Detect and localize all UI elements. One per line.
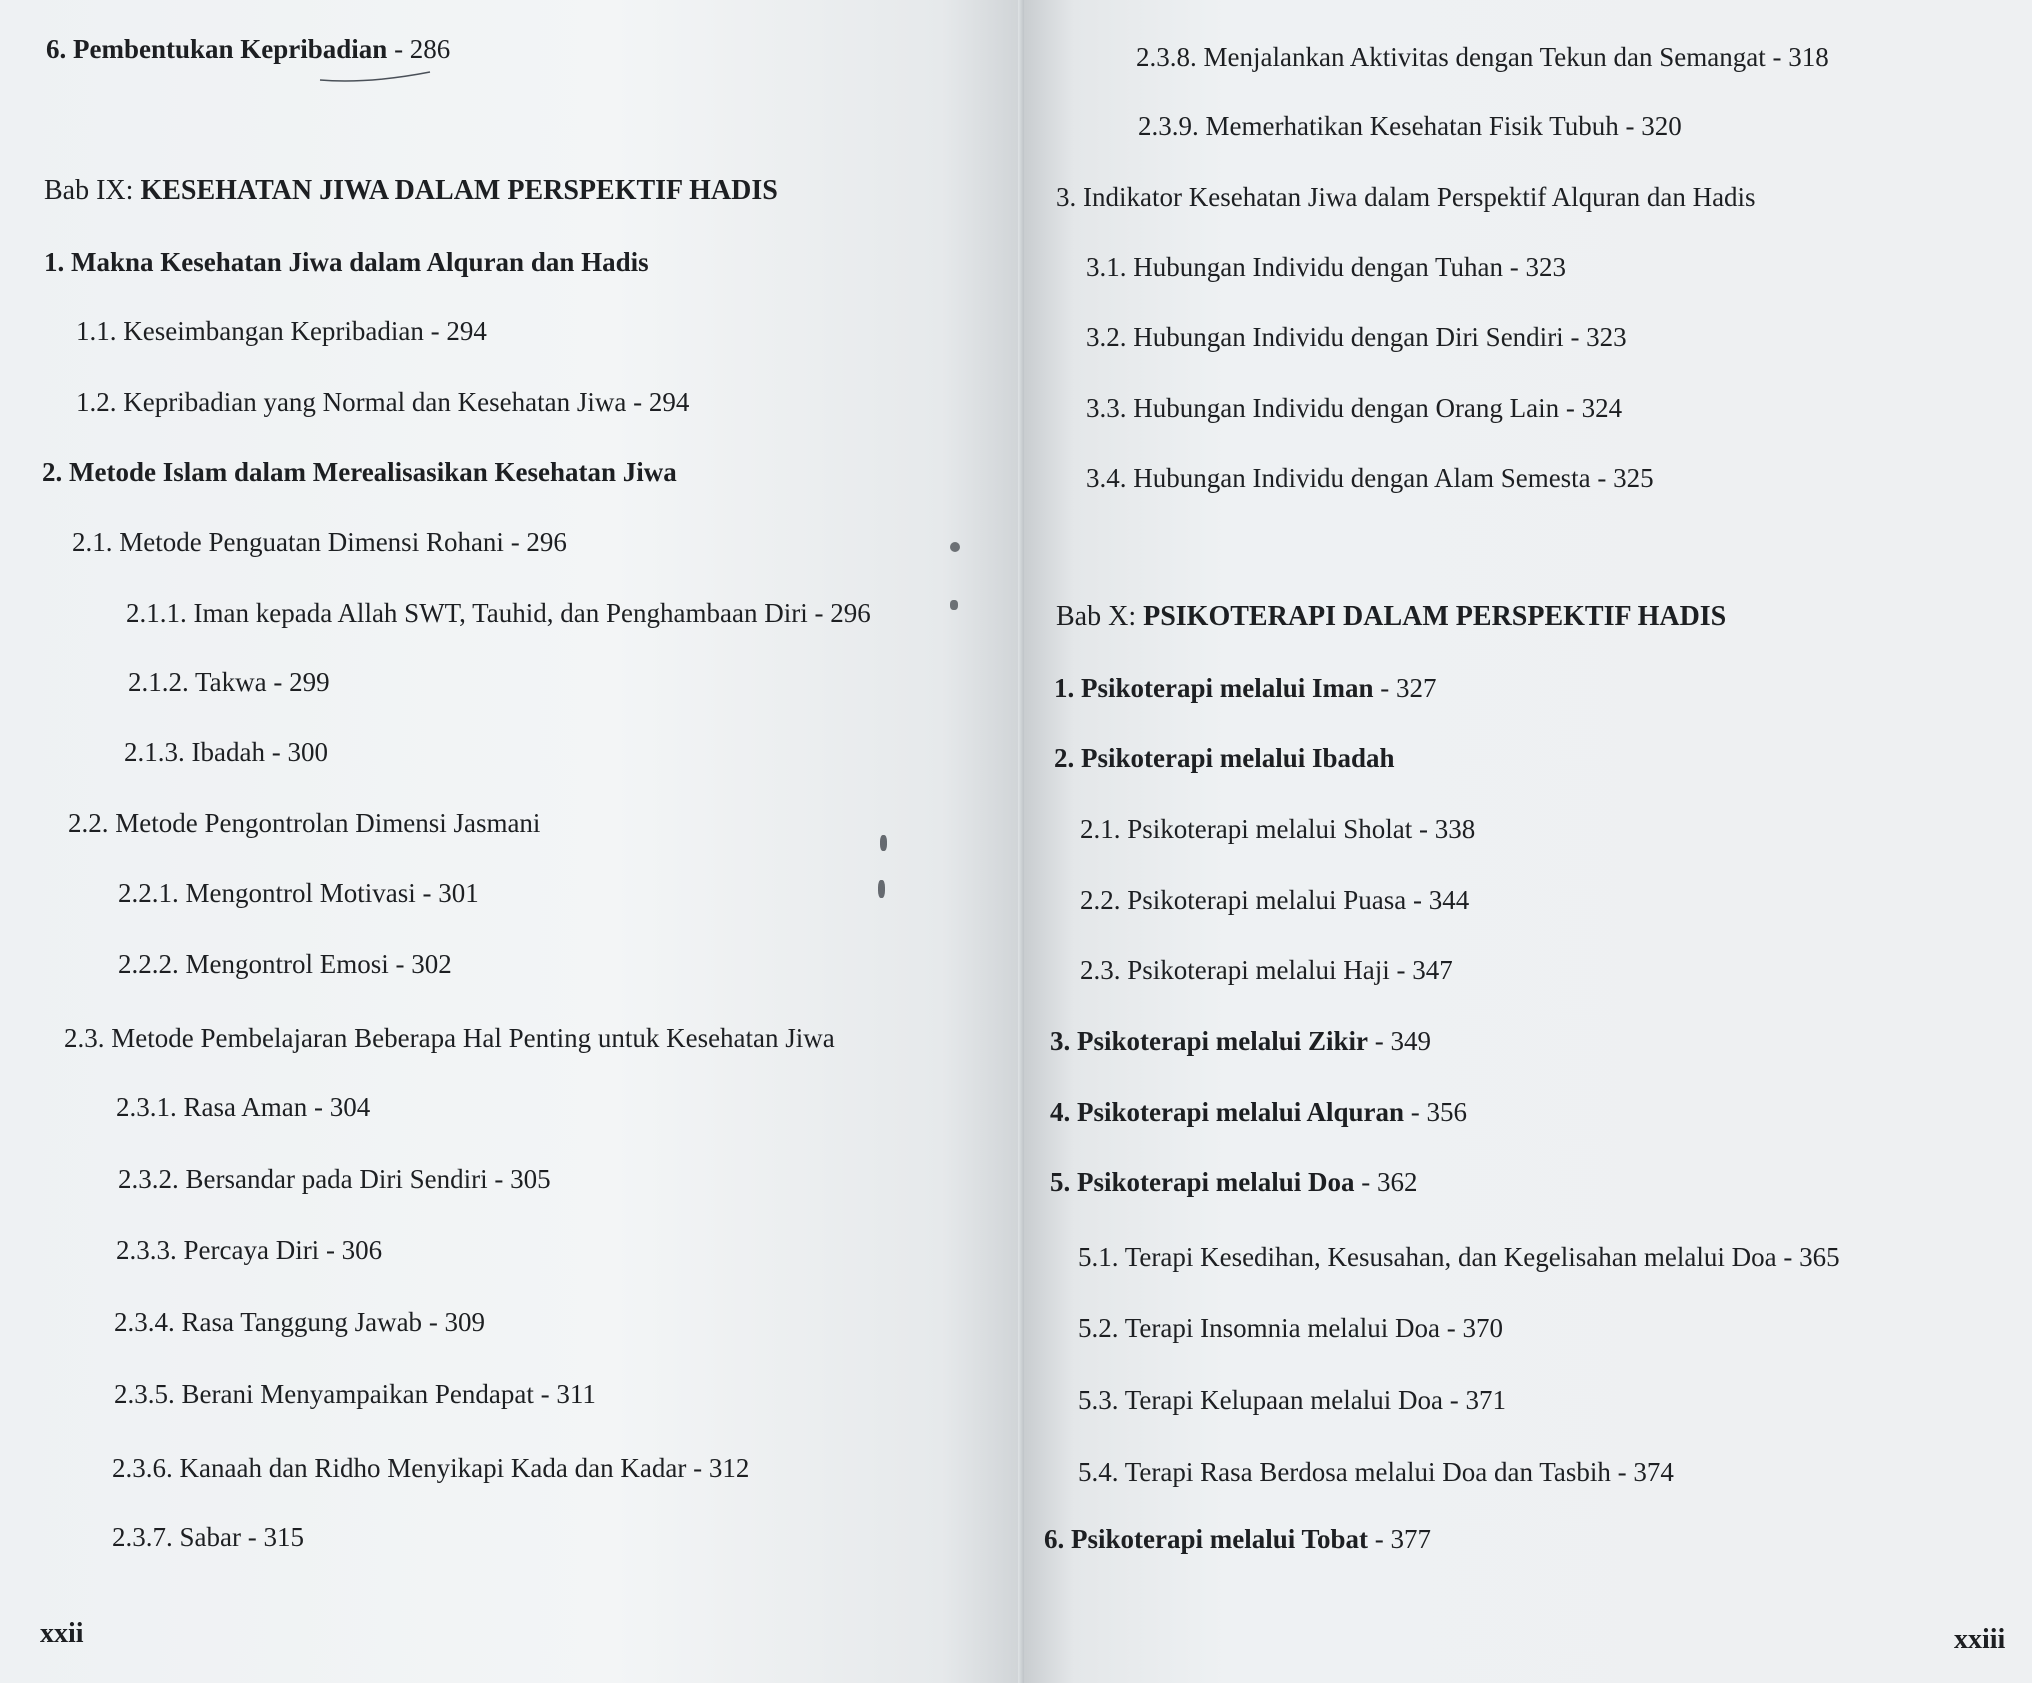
toc-entry-3-1[interactable] [1086, 250, 1566, 284]
entry-number: 2.3. [1080, 955, 1121, 985]
entry-page: - 300 [264, 737, 328, 767]
entry-page: - 323 [1502, 252, 1566, 282]
toc-section-3[interactable] [1056, 180, 1756, 214]
chapter-heading-bab-ix [44, 174, 778, 208]
entry-page: - 318 [1765, 42, 1829, 72]
entry-page: - 306 [319, 1235, 383, 1265]
toc-psikoterapi-2-3[interactable] [1080, 953, 1453, 987]
page-number-right: xxiii [1954, 1624, 2006, 1655]
entry-number: 5. [1050, 1167, 1071, 1197]
entry-number: 2.3.1. [116, 1092, 177, 1122]
entry-page: - 301 [415, 878, 479, 908]
toc-psikoterapi-2-1[interactable] [1080, 812, 1475, 846]
toc-psikoterapi-6[interactable] [1044, 1522, 1431, 1556]
entry-number: 2.1. [1080, 814, 1121, 844]
entry-page: - 327 [1373, 673, 1437, 703]
entry-title: Kepribadian yang Normal dan Kesehatan Jiwa [123, 387, 627, 417]
entry-title: Rasa Aman [183, 1092, 308, 1122]
toc-psikoterapi-5-3[interactable] [1078, 1383, 1506, 1417]
entry-title: Psikoterapi melalui Alquran [1077, 1097, 1405, 1127]
entry-number: 2.2.1. [118, 878, 179, 908]
entry-number: 5.3. [1078, 1385, 1119, 1415]
entry-title: Terapi Insomnia melalui Doa [1124, 1313, 1441, 1343]
entry-title: Sabar [179, 1522, 241, 1552]
entry-number: 5.1. [1078, 1242, 1119, 1272]
toc-psikoterapi-3[interactable] [1050, 1024, 1431, 1058]
toc-entry-2-2-1[interactable] [118, 876, 479, 910]
entry-page: - 370 [1440, 1313, 1504, 1343]
entry-number: 2.2. [68, 808, 109, 838]
toc-psikoterapi-5[interactable] [1050, 1165, 1418, 1199]
entry-title: Metode Penguatan Dimensi Rohani [119, 527, 504, 557]
entry-title: Psikoterapi melalui Sholat [1127, 814, 1413, 844]
entry-page: - 377 [1368, 1524, 1432, 1554]
entry-title: Mengontrol Motivasi [185, 878, 416, 908]
toc-psikoterapi-5-2[interactable] [1078, 1311, 1503, 1345]
entry-title: Psikoterapi melalui Haji [1127, 955, 1390, 985]
entry-number: 2.3.7. [112, 1522, 173, 1552]
entry-number: 2.3.6. [112, 1453, 173, 1483]
entry-number: 2.2. [1080, 885, 1121, 915]
toc-entry-2-3-9[interactable] [1138, 109, 1682, 143]
entry-title: Percaya Diri [183, 1235, 320, 1265]
toc-entry-3-3[interactable] [1086, 391, 1622, 425]
entry-page: - 312 [686, 1453, 750, 1483]
toc-section-1[interactable] [44, 245, 649, 279]
entry-title: Kanaah dan Ridho Menyikapi Kada dan Kadar [179, 1453, 687, 1483]
toc-entry-2-1-1[interactable] [126, 596, 871, 630]
entry-number: 4. [1050, 1097, 1071, 1127]
entry-page: - 347 [1389, 955, 1453, 985]
toc-entry-2-3-5[interactable] [114, 1377, 596, 1411]
entry-page: - 371 [1443, 1385, 1506, 1415]
entry-number: 3. [1050, 1026, 1071, 1056]
entry-number: 2.1.1. [126, 598, 187, 628]
entry-title: Makna Kesehatan Jiwa dalam Alquran dan Hadis [71, 247, 649, 277]
entry-number: 2.3.2. [118, 1164, 179, 1194]
entry-title: Psikoterapi melalui Ibadah [1081, 743, 1395, 773]
ink-speck [950, 600, 958, 610]
toc-entry-2-3-4[interactable] [114, 1305, 485, 1339]
entry-page: - 356 [1404, 1097, 1468, 1127]
toc-entry-2-3-1[interactable] [116, 1090, 370, 1124]
entry-number: 3.1. [1086, 252, 1127, 282]
entry-page: - 325 [1590, 463, 1654, 493]
page-number-left: xxii [40, 1618, 84, 1649]
entry-number: 2. [1054, 743, 1075, 773]
entry-page: - 315 [240, 1522, 304, 1552]
entry-title: Iman kepada Allah SWT, Tauhid, dan Penghambaan Diri [193, 598, 808, 628]
entry-page: - 294 [423, 316, 487, 346]
entry-title: Metode Pembelajaran Beberapa Hal Penting untuk Kesehatan Jiwa [111, 1023, 835, 1053]
entry-title: Hubungan Individu dengan Orang Lain [1133, 393, 1560, 423]
entry-number: 1.1. [76, 316, 117, 346]
entry-page: - 304 [307, 1092, 371, 1122]
toc-entry-2-3-7[interactable] [112, 1520, 304, 1554]
entry-number: 2.1.3. [124, 737, 185, 767]
entry-number: 2.3.3. [116, 1235, 177, 1265]
entry-title: Indikator Kesehatan Jiwa dalam Perspektif Alquran dan Hadis [1083, 182, 1756, 212]
toc-entry-2-3[interactable] [64, 1021, 835, 1055]
chapter-title: PSIKOTERAPI DALAM PERSPEKTIF HADIS [1143, 601, 1727, 632]
entry-number: 2.1. [72, 527, 113, 557]
entry-title: Takwa [195, 667, 267, 697]
toc-psikoterapi-1[interactable] [1054, 671, 1437, 705]
entry-title: Pembentukan Kepribadian [73, 34, 388, 64]
ink-speck [878, 880, 885, 898]
entry-page: - 294 [626, 387, 690, 417]
entry-page: - 349 [1368, 1026, 1432, 1056]
toc-entry-2-3-2[interactable] [118, 1162, 551, 1196]
entry-number: 2.2.2. [118, 949, 179, 979]
toc-psikoterapi-2[interactable] [1054, 741, 1395, 775]
entry-number: 2.3. [64, 1023, 105, 1053]
entry-number: 5.4. [1078, 1457, 1119, 1487]
entry-number: 2.3.9. [1138, 111, 1199, 141]
entry-number: 6. [1044, 1524, 1065, 1554]
entry-title: Psikoterapi melalui Tobat [1071, 1524, 1369, 1554]
entry-number: 1. [1054, 673, 1075, 703]
toc-entry-2-1-2[interactable] [128, 665, 330, 699]
entry-title: Psikoterapi melalui Iman [1081, 673, 1374, 703]
entry-number: 3.3. [1086, 393, 1127, 423]
toc-entry-2-3-6[interactable] [112, 1451, 749, 1485]
entry-number: 2.3.5. [114, 1379, 175, 1409]
entry-page: - 305 [487, 1164, 551, 1194]
toc-entry-2-2-2[interactable] [118, 947, 452, 981]
toc-entry-pembentukan-kepribadian[interactable] [46, 32, 450, 66]
entry-page: - 286 [387, 34, 451, 64]
toc-entry-3-2[interactable] [1086, 320, 1627, 354]
toc-psikoterapi-4[interactable] [1050, 1095, 1467, 1129]
toc-entry-1-1[interactable] [76, 314, 487, 348]
entry-page: - 296 [503, 527, 567, 557]
entry-page: - 362 [1354, 1167, 1418, 1197]
entry-title: Metode Pengontrolan Dimensi Jasmani [115, 808, 541, 838]
ink-speck [880, 835, 887, 851]
entry-page: - 296 [807, 598, 871, 628]
entry-number: 6. [46, 34, 67, 64]
entry-number: 1. [44, 247, 65, 277]
entry-title: Memerhatikan Kesehatan Fisik Tubuh [1205, 111, 1619, 141]
entry-page: - 320 [1618, 111, 1682, 141]
toc-entry-2-3-8[interactable] [1136, 40, 1829, 74]
entry-title: Terapi Kelupaan melalui Doa [1124, 1385, 1443, 1415]
entry-title: Berani Menyampaikan Pendapat [181, 1379, 534, 1409]
right-page [1024, 0, 2032, 1683]
toc-entry-2-1[interactable] [72, 525, 567, 559]
entry-title: Mengontrol Emosi [185, 949, 389, 979]
entry-number: 2. [42, 457, 63, 487]
toc-entry-2-3-3[interactable] [116, 1233, 382, 1267]
entry-title: Psikoterapi melalui Doa [1077, 1167, 1355, 1197]
toc-entry-2-1-3[interactable] [124, 735, 328, 769]
entry-title: Terapi Rasa Berdosa melalui Doa dan Tasbih [1124, 1457, 1611, 1487]
entry-title: Hubungan Individu dengan Alam Semesta [1133, 463, 1591, 493]
entry-page: - 338 [1412, 814, 1476, 844]
entry-page: - 323 [1563, 322, 1627, 352]
chapter-title: KESEHATAN JIWA DALAM PERSPEKTIF HADIS [140, 175, 778, 206]
chapter-prefix: Bab X: [1056, 601, 1144, 632]
entry-title: Hubungan Individu dengan Diri Sendiri [1133, 322, 1564, 352]
entry-page: - 309 [422, 1307, 486, 1337]
entry-title: Menjalankan Aktivitas dengan Tekun dan Semangat [1203, 42, 1766, 72]
entry-number: 5.2. [1078, 1313, 1119, 1343]
entry-title: Bersandar pada Diri Sendiri [185, 1164, 488, 1194]
entry-number: 1.2. [76, 387, 117, 417]
entry-page: - 365 [1776, 1242, 1840, 1272]
entry-title: Ibadah [191, 737, 265, 767]
entry-title: Rasa Tanggung Jawab [181, 1307, 423, 1337]
entry-page: - 344 [1406, 885, 1470, 915]
entry-number: 3. [1056, 182, 1077, 212]
entry-title: Psikoterapi melalui Zikir [1077, 1026, 1369, 1056]
toc-entry-3-4[interactable] [1086, 461, 1654, 495]
toc-section-2[interactable] [42, 455, 677, 489]
entry-page: - 324 [1559, 393, 1623, 423]
entry-title: Terapi Kesedihan, Kesusahan, dan Kegelisahan melalui Doa [1124, 1242, 1777, 1272]
entry-number: 2.3.8. [1136, 42, 1197, 72]
entry-page: - 299 [266, 667, 330, 697]
entry-title: Hubungan Individu dengan Tuhan [1133, 252, 1503, 282]
toc-psikoterapi-5-1[interactable] [1078, 1240, 1840, 1274]
ink-speck [950, 542, 960, 552]
entry-title: Psikoterapi melalui Puasa [1127, 885, 1407, 915]
entry-number: 3.2. [1086, 322, 1127, 352]
entry-title: Metode Islam dalam Merealisasikan Kesehatan Jiwa [69, 457, 677, 487]
toc-psikoterapi-5-4[interactable] [1078, 1455, 1674, 1489]
entry-number: 3.4. [1086, 463, 1127, 493]
entry-page: - 374 [1610, 1457, 1674, 1487]
entry-page: - 302 [388, 949, 452, 979]
pen-underline-mark [318, 68, 438, 84]
toc-entry-2-2[interactable] [68, 806, 540, 840]
entry-page: - 311 [533, 1379, 596, 1409]
entry-number: 2.1.2. [128, 667, 189, 697]
entry-number: 2.3.4. [114, 1307, 175, 1337]
toc-psikoterapi-2-2[interactable] [1080, 883, 1469, 917]
chapter-heading-bab-x [1056, 600, 1726, 634]
entry-title: Keseimbangan Kepribadian [123, 316, 424, 346]
chapter-prefix: Bab IX: [44, 175, 141, 206]
toc-entry-1-2[interactable] [76, 385, 689, 419]
